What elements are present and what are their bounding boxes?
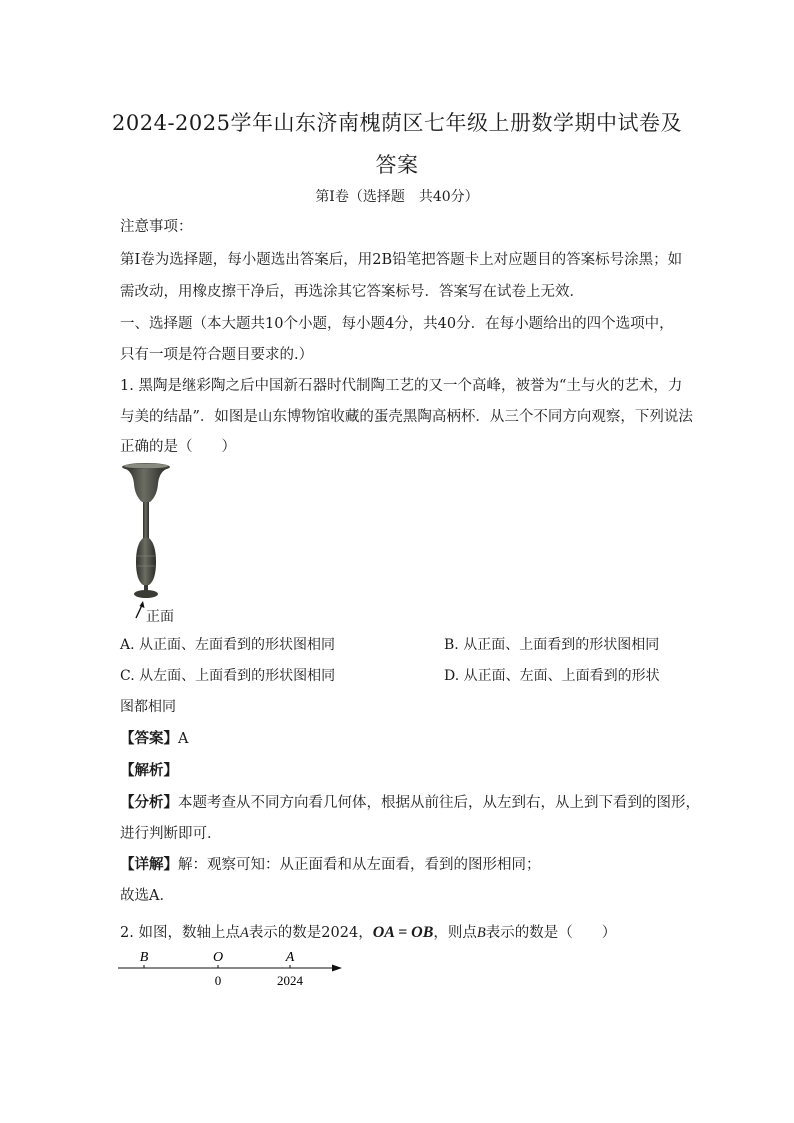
axis-label-a: A — [285, 950, 295, 965]
q2-mid2: ，则点 — [433, 925, 477, 941]
q1-conclusion: 故选A． — [120, 888, 174, 904]
document-title — [100, 102, 694, 186]
answer-value: A — [178, 731, 189, 747]
cup-bowl — [126, 469, 166, 502]
fenxi-text: 本题考查从不同方向看几何体，根据从前往后，从左到右，从上到下看到的图形， — [178, 795, 700, 811]
notes-line-1: 第Ⅰ卷为选择题，每小题选出答案后，用2B铅笔把答题卡上对应题目的答案标号涂黑；如 — [120, 252, 683, 268]
cup-foot — [134, 590, 158, 598]
title-line-2: 答案 — [375, 153, 419, 177]
pottery-cup-figure — [116, 460, 186, 628]
answer-label: 【答案】 — [120, 730, 178, 747]
section-subtitle: 第Ⅰ卷（选择题 共40分） — [315, 189, 479, 205]
analysis-label: 【解析】 — [120, 762, 178, 779]
q2-point-b: B — [476, 925, 486, 941]
q1-option-d-line-1: D. 从正面、左面、上面看到的形状 — [444, 668, 660, 684]
axis-value-2024: 2024 — [277, 973, 303, 988]
number-line-arrow — [332, 965, 342, 972]
q1-answer — [120, 727, 188, 748]
q1-stem-line-1: 1. 黑陶是继彩陶之后中国新石器时代制陶工艺的又一个高峰，被誉为“土与火的艺术，力 — [120, 378, 683, 394]
axis-label-b: B — [139, 950, 149, 965]
q2-prefix: 2. 如图，数轴上点 — [120, 925, 240, 941]
q1-option-b: B. 从正面、上面看到的形状图相同 — [444, 637, 660, 653]
q1-option-d-line-2: 图都相同 — [120, 699, 176, 715]
number-line-figure — [112, 946, 352, 996]
q2-point-a: A — [239, 925, 249, 941]
q2-stem — [120, 921, 616, 942]
cup-bulb — [136, 538, 156, 585]
q2-suffix: 表示的数是（ ） — [485, 925, 617, 941]
notes-line-2: 需改动，用橡皮擦干净后，再选涂其它答案标号．答案写在试卷上无效． — [120, 284, 584, 300]
cup-stem — [143, 502, 149, 538]
detail-text: 解：观察可知：从正面看和从左面看，看到的图形相同； — [178, 857, 541, 873]
title-line-1: 2024-2025学年山东济南槐荫区七年级上册数学期中试卷及 — [112, 111, 682, 135]
axis-label-o: O — [212, 950, 224, 965]
q1-fenxi-line-2: 进行判断即可． — [120, 826, 222, 842]
q1-option-c: C. 从左面、上面看到的形状图相同 — [120, 668, 336, 684]
axis-value-0: 0 — [214, 973, 222, 988]
q1-fenxi-line-1 — [120, 791, 700, 812]
section-line-2: 只有一项是符合题目要求的.） — [120, 347, 314, 363]
q1-stem-line-3: 正确的是（ ） — [120, 439, 236, 455]
detail-label: 【详解】 — [120, 856, 178, 873]
section-line-1: 一、选择题（本大题共10个小题，每小题4分，共40分．在每小题给出的四个选项中， — [120, 316, 674, 332]
q1-detail — [120, 853, 541, 874]
notes-heading: 注意事项： — [120, 219, 193, 235]
q2-equation: OA = OB — [372, 924, 434, 941]
fenxi-label: 【分析】 — [120, 794, 178, 811]
q1-stem-line-2: 与美的结晶”．如图是山东博物馆收藏的蛋壳黑陶高柄杯．从三个不同方向观察，下列说法 — [120, 409, 693, 425]
front-view-label: 正面 — [146, 609, 174, 625]
q1-option-a: A. 从正面、左面看到的形状图相同 — [120, 637, 336, 653]
q2-mid: 表示的数是2024， — [248, 925, 373, 941]
